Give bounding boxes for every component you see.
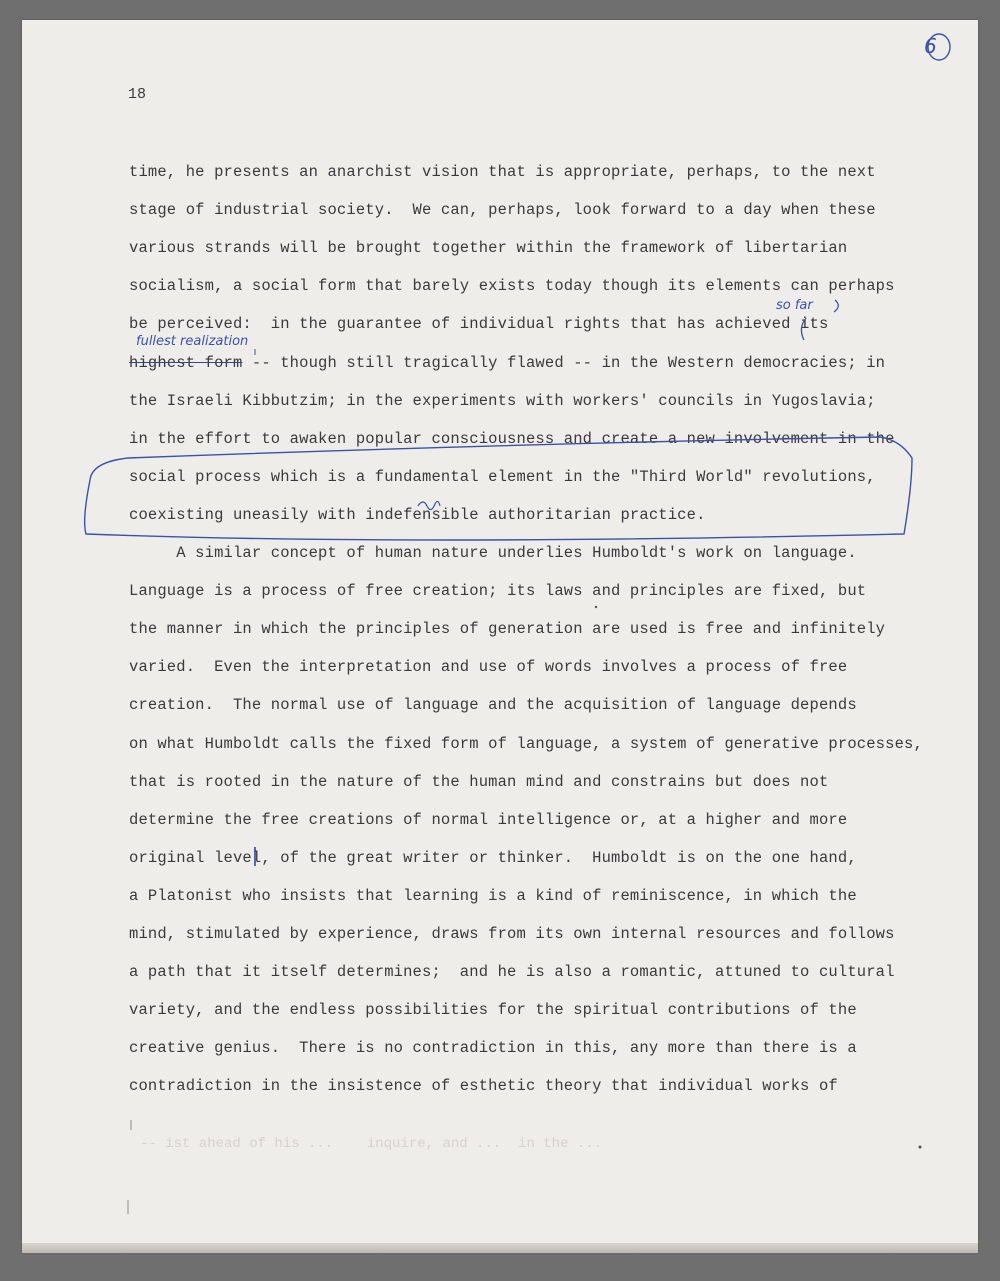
text-line-content: socialism, a social form that barely exists today though its elements can perhaps bbox=[129, 277, 895, 296]
text-line-content: a Platonist who insists that learning is a kind of reminiscence, in which the bbox=[129, 886, 857, 905]
page-number: 18 bbox=[128, 86, 147, 103]
text-line-content: on what Humboldt calls the fixed form of language, a system of generative processes, bbox=[129, 734, 923, 753]
text-line-content: stage of industrial society. We can, perhaps, look forward to a day when these bbox=[129, 201, 876, 220]
text-line-content: original level, of the great writer or thinker. Humboldt is on the one hand, bbox=[129, 848, 857, 867]
page-number-circle bbox=[928, 34, 950, 60]
text-line-content: be perceived: in the guarantee of individual rights that has achieved its bbox=[129, 315, 829, 334]
text-line-content: various strands will be brought together within the framework of libertarian bbox=[129, 239, 848, 258]
text-line-content: coexisting uneasily with indefensible authoritarian practice. bbox=[129, 505, 706, 524]
text-line-content: creation. The normal use of language and the acquisition of language depends bbox=[129, 696, 857, 715]
text-line-content: creative genius. There is no contradiction in this, any more than there is a bbox=[129, 1039, 857, 1058]
text-line-content: contradiction in the insistence of esthetic theory that individual works of bbox=[129, 1077, 838, 1096]
text-line-content: Language is a process of free creation; its laws and principles are fixed, but bbox=[129, 582, 867, 601]
text-line-content: varied. Even the interpretation and use of words involves a process of free bbox=[129, 658, 848, 677]
text-line-content: determine the free creations of normal intelligence or, at a higher and more bbox=[129, 810, 848, 829]
correction-scribble bbox=[418, 501, 440, 509]
circled-page-number: 6 bbox=[924, 34, 937, 58]
text-line-content: mind, stimulated by experience, draws from its own internal resources and follows bbox=[129, 925, 895, 943]
handwritten-note-so-far: so far bbox=[776, 298, 813, 313]
struck-through-text: highest form bbox=[129, 353, 243, 372]
text-line-content: a path that it itself determines; and he is also a romantic, attuned to cultural bbox=[129, 963, 895, 982]
handwritten-note-fullest-realization: fullest realization bbox=[136, 334, 249, 349]
text-line-content: in the effort to awaken popular consciousness and create a new involvement in the bbox=[129, 429, 895, 448]
text-line-content: variety, and the endless possibilities for the spiritual contributions of the bbox=[129, 1001, 857, 1020]
closing-paren-mark bbox=[834, 300, 838, 312]
text-line-content: social process which is a fundamental element in the "Third World" revolutions, bbox=[129, 467, 876, 486]
text-line-continuation: -- though still tragically flawed -- in the Western democracies; in bbox=[242, 353, 886, 372]
text-line-content: the manner in which the principles of generation are used is free and infinitely bbox=[129, 620, 886, 639]
text-line-content: the Israeli Kibbutzim; in the experiments with workers' councils in Yugoslavia; bbox=[129, 391, 876, 410]
stray-dot bbox=[919, 1146, 922, 1149]
bleed-through-text: -- ist ahead of his ... inquire, and ... in the ... bbox=[140, 1136, 603, 1152]
text-line-content: time, he presents an anarchist vision that is appropriate, perhaps, to the next bbox=[129, 163, 876, 181]
stray-dot bbox=[595, 606, 597, 608]
text-line-content: A similar concept of human nature underlies Humboldt's work on language. bbox=[129, 544, 857, 562]
enclosing-pen-loop bbox=[85, 437, 912, 540]
text-line-content: that is rooted in the nature of the human mind and constrains but does not bbox=[129, 772, 829, 791]
insertion-bracket bbox=[801, 318, 806, 340]
